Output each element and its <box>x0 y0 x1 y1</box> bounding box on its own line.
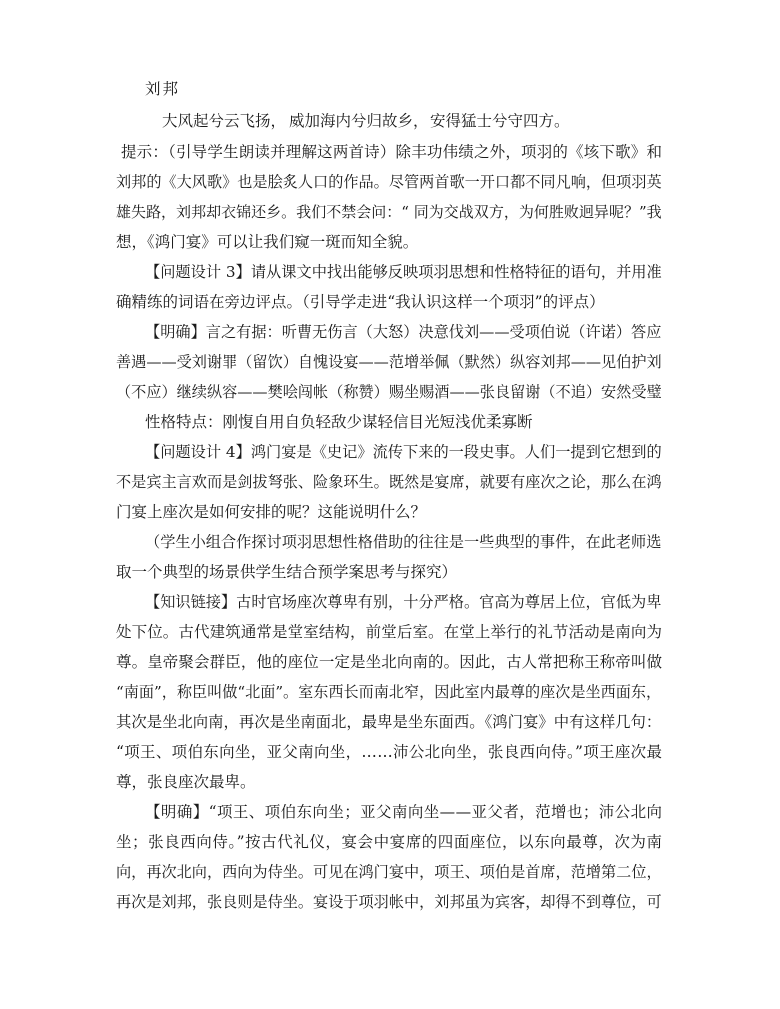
text-segment: 性格特点：刚愎自用自负轻敌少谋轻信目光短浅优柔寡断 <box>145 413 533 431</box>
text-line <box>0 891 780 913</box>
text-line <box>0 861 780 883</box>
text-segment: 【问题设计 3】请从课文中找出能够反映项羽思想和性格特征的语句，并用准 <box>145 263 662 281</box>
text-segment: 再次是刘邦，张良则是侍坐。宴设于项羽帐中，刘邦虽为宾客，却得不到尊位，可 <box>116 893 662 911</box>
text-line <box>0 741 780 763</box>
text-segment: 门宴上座次是如何安排的呢？这能说明什么？ <box>116 503 427 521</box>
text-segment: 尊。皇帝聚会群臣，他的座位一定是坐北向南的。因此，古人常把称王称帝叫做 <box>116 653 663 671</box>
text-line <box>0 171 780 193</box>
text-segment: 尊，张良座次最卑。 <box>116 773 256 791</box>
text-line <box>0 711 780 733</box>
text-segment: 确精练的词语在旁边评点。（引导学走进“我认识这样一个项羽”的评点） <box>116 293 605 311</box>
text-line <box>0 381 780 403</box>
text-segment: 取一个典型的场景供学生结合预学案思考与探究） <box>116 563 458 581</box>
text-segment: 提示：（引导学生朗读并理解这两首诗）除丰功伟绩之外，项羽的《垓下歌》和 <box>121 143 663 161</box>
text-segment: 善遇——受刘谢罪（留饮）自愧设宴——范增举佩（默然）纵容刘邦——见伯护刘 <box>116 353 662 371</box>
text-segment: 雄失路，刘邦却衣锦还乡。我们不禁会问：“ 同为交战双方，为何胜败迥异呢？”我 <box>116 203 662 221</box>
text-segment: “南面”，称臣叫做“北面”。室东西长而南北窄，因此室内最尊的座次是坐西面东， <box>116 683 662 701</box>
text-line <box>0 501 780 523</box>
text-line <box>0 681 780 703</box>
text-line <box>0 231 780 253</box>
text-line <box>0 291 780 313</box>
text-segment: 向，再次北向，西向为侍坐。可见在鸿门宴中，项王、项伯是首席，范增第二位， <box>116 863 662 881</box>
text-segment: 想，《鸿门宴》可以让我们窥一斑而知全貌。 <box>116 233 419 251</box>
text-segment: 安得猛士兮守四方。 <box>430 112 570 130</box>
text-segment: 不是宾主言欢而是剑拔弩张、险象环生。既然是宴席，就要有座次之论，那么在鸿 <box>116 473 662 491</box>
text-segment: 【知识链接】古时官场座次尊卑有别，十分严格。官高为尊居上位，官低为卑 <box>145 593 662 611</box>
text-segment: 大风起兮云飞扬， <box>162 112 287 130</box>
text-line <box>0 561 780 583</box>
text-segment: 刘邦 <box>145 80 181 98</box>
text-line <box>0 411 780 433</box>
text-segment: （学生小组合作探讨项羽思想性格借助的往往是一些典型的事件，在此老师选 <box>145 533 662 551</box>
text-line <box>0 441 780 463</box>
text-line <box>0 801 780 823</box>
text-line <box>0 471 780 493</box>
text-segment: 【问题设计 4】鸿门宴是《史记》流传下来的一段史事。人们一提到它想到的 <box>145 443 662 461</box>
text-segment: 处下位。古代建筑通常是堂室结构，前堂后室。在堂上举行的礼节活动是南向为 <box>116 623 663 641</box>
text-line <box>0 351 780 373</box>
text-segment: 威加海内兮归故乡， <box>289 112 429 130</box>
text-segment: 【明确】“项王、项伯东向坐；亚父南向坐——亚父者，范增也；沛公北向 <box>145 803 663 821</box>
text-line <box>0 651 780 673</box>
text-line <box>0 771 780 793</box>
text-line <box>0 110 780 132</box>
text-line <box>0 141 780 163</box>
text-line <box>0 831 780 853</box>
text-line <box>0 261 780 283</box>
text-line <box>0 201 780 223</box>
text-segment: “项王、项伯东向坐，亚父南向坐，……沛公北向坐，张良西向侍。”项王座次最 <box>116 743 663 761</box>
text-segment: 其次是坐北向南，再次是坐南面北，最卑是坐东面西。《鸿门宴》中有这样几句： <box>116 713 662 731</box>
text-segment: 【明确】言之有据：听曹无伤言（大怒）决意伐刘——受项伯说（许诺）答应 <box>145 323 662 341</box>
text-segment: 刘邦的《大风歌》也是脍炙人口的作品。尽管两首歌一开口都不同凡响，但项羽英 <box>116 173 662 191</box>
text-line <box>0 621 780 643</box>
text-segment: （不应）继续纵容——樊哙闯帐（称赞）赐坐赐酒——张良留谢（不追）安然受璧 <box>116 383 662 401</box>
text-line <box>0 591 780 613</box>
text-segment: 坐；张良西向侍。”按古代礼仪，宴会中宴席的四面座位，以东向最尊，次为南 <box>116 833 663 851</box>
text-line <box>0 321 780 343</box>
text-line <box>0 78 780 100</box>
text-line <box>0 531 780 553</box>
